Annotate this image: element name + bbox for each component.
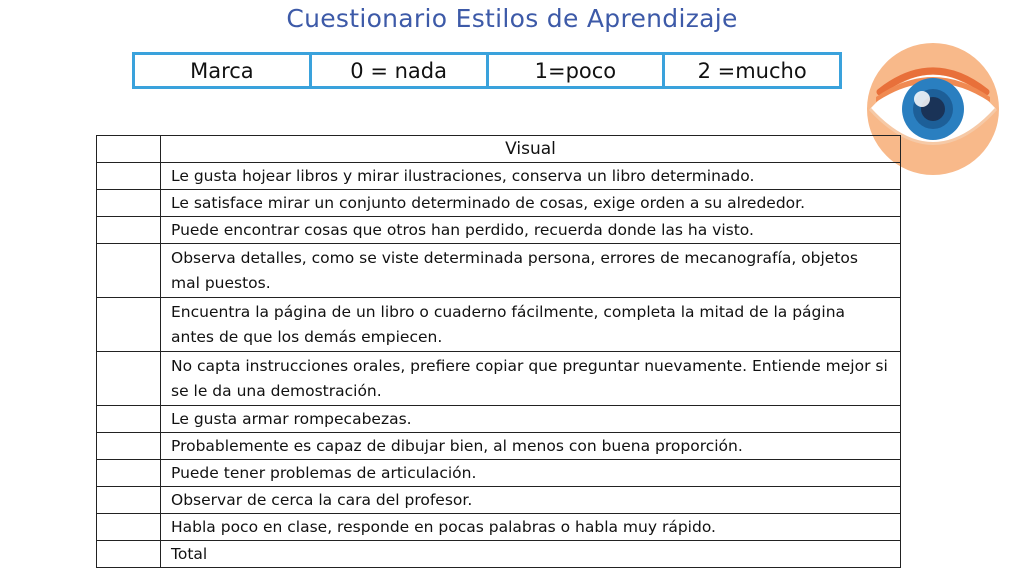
question-text: Puede encontrar cosas que otros han perdido, recuerda donde las ha visto.: [161, 217, 901, 244]
legend-none-label: 0 = nada: [312, 55, 489, 86]
mark-cell[interactable]: [97, 433, 161, 460]
mark-cell[interactable]: [97, 217, 161, 244]
mark-cell[interactable]: [97, 487, 161, 514]
table-row: [97, 190, 901, 217]
mark-cell[interactable]: [97, 514, 161, 541]
table-row: [97, 298, 901, 352]
mark-cell[interactable]: [97, 136, 161, 163]
table-row: [97, 433, 901, 460]
legend-little-label: 1=poco: [489, 55, 666, 86]
mark-cell[interactable]: [97, 163, 161, 190]
table-header-row: [97, 136, 901, 163]
total-mark-cell[interactable]: [97, 541, 161, 568]
question-text: Observa detalles, como se viste determinada persona, errores de mecanografía, objetos mal puestos.: [161, 244, 901, 298]
rating-legend: [132, 52, 842, 89]
question-text: Encuentra la página de un libro o cuaderno fácilmente, completa la mitad de la página antes de que los demás empiecen.: [161, 298, 901, 352]
legend-much-label: 2 =mucho: [697, 58, 807, 83]
mark-cell[interactable]: [97, 244, 161, 298]
table-row: [97, 163, 901, 190]
table-row: [97, 460, 901, 487]
question-text: Le satisface mirar un conjunto determinado de cosas, exige orden a su alrededor.: [161, 190, 901, 217]
mark-cell[interactable]: [97, 298, 161, 352]
mark-cell[interactable]: [97, 406, 161, 433]
question-text: Puede tener problemas de articulación.: [161, 460, 901, 487]
question-text: Probablemente es capaz de dibujar bien, al menos con buena proporción.: [161, 433, 901, 460]
table-row: [97, 514, 901, 541]
total-row: [97, 541, 901, 568]
page-title: Cuestionario Estilos de Aprendizaje: [286, 4, 738, 33]
table-row: [97, 244, 901, 298]
question-text: Le gusta armar rompecabezas.: [161, 406, 901, 433]
total-label: Total: [161, 541, 901, 568]
mark-cell[interactable]: [97, 352, 161, 406]
table-row: [97, 352, 901, 406]
questionnaire-table: [96, 135, 901, 568]
question-text: Le gusta hojear libros y mirar ilustraciones, conserva un libro determinado.: [161, 163, 901, 190]
question-text: Observar de cerca la cara del profesor.: [161, 487, 901, 514]
section-header: Visual: [161, 136, 901, 163]
mark-cell[interactable]: [97, 460, 161, 487]
legend-mark-label: Marca: [135, 55, 312, 86]
table-row: [97, 217, 901, 244]
table-row: [97, 487, 901, 514]
mark-cell[interactable]: [97, 190, 161, 217]
table-row: [97, 406, 901, 433]
question-text: No capta instrucciones orales, prefiere copiar que preguntar nuevamente. Entiende mejor si se le da una demostración.: [161, 352, 901, 406]
question-text: Habla poco en clase, responde en pocas palabras o habla muy rápido.: [161, 514, 901, 541]
